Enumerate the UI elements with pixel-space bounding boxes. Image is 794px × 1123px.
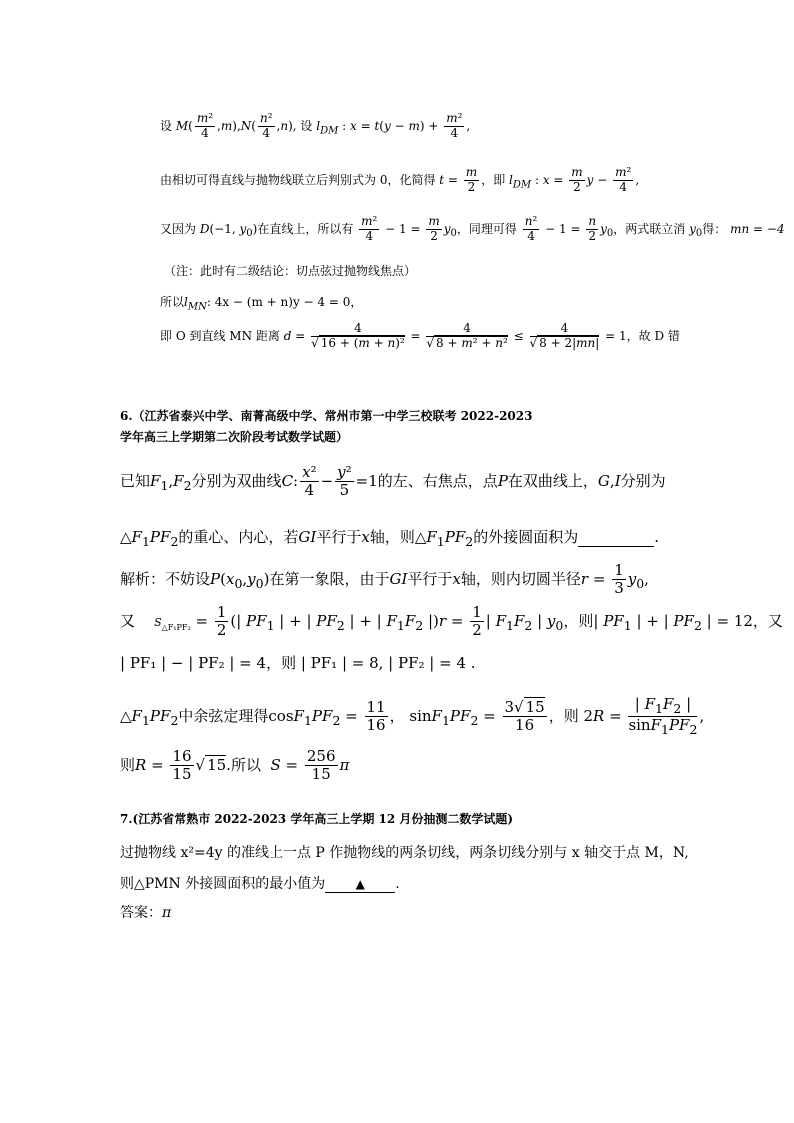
problem7-question-line2: 则△PMN 外接圆面积的最小值为 ▲ .	[120, 876, 400, 892]
text: 设	[160, 118, 173, 133]
line-distance: 即 O 到直线 MN 距离 d = $\frac{4}{\text{√ 16 + (m + n)²}}$ = $\frac{4}{\text{√ 8 + m² + n²}}$ ≤ $\frac{4}{√ 8 + 2|mn|}$ = 1，故 D 错	[160, 321, 680, 350]
line-tangent-condition: 由相切可得直线与抛物线联立后判别式为 0，化简得 t = $\frac{m}{2}$ ，即 $l_{DM}$ : x = $\frac{m}{2}$ y − $\frac{\text{m²}}{4}$ ,	[160, 165, 640, 194]
problem7-header: 7.(江苏省常熟市 2022-2023 学年高三上学期 12 月份抽测二数学试题)	[120, 812, 514, 826]
answer-blank	[578, 528, 654, 547]
problem7-question-line1: 过抛物线 x²=4y 的准线上一点 P 作抛物线的两条切线，两条切线分别与 x 轴交于点 M，N,	[120, 845, 689, 861]
line-set-mn: 设 M( $\frac{\text{m²}}{4}$ ,m),N( $\frac{\text{n²}}{4}$ ,n), 设 $l_{DM}$ : x = t(y − m) + $\frac{\text{m²}}{4}$ ,	[160, 111, 471, 140]
problem6-header-line2: 学年高三上学期第二次阶段考试数学试题）	[120, 430, 349, 444]
problem6-question-line2: $\triangle F_1PF_2$的重心、内心，若GI平行于x轴，则$\triangle F_1PF_2$的外接圆面积为 .	[120, 528, 660, 549]
problem6-solution-line2: 又 $S_{\triangle F_1PF_2}$ = $\frac{1}{2}$ (| $PF_1$ | + | $PF_2$ | + | $F_1F_2$ |)r = $\frac{1}{2}$ | $F_1F_2$ | $y_0$，则| $PF_1$ | + | $PF_2$ | = 12，又	[120, 603, 783, 640]
problem7-answer: 答案：π	[120, 905, 172, 921]
triangle-marker-icon: ▲	[355, 877, 365, 891]
line-mn-equation: 所以$l_{MN}$: 4x − (m + n)y − 4 = 0，	[160, 295, 363, 313]
line-substitute-d: 又因为 D(−1, $y_0$)在直线上，所以有 $\frac{\text{m²}}{4}$ − 1 = $\frac{m}{2}$ $y_0$，同理可得 $\frac{\text{n²}}{4}$ − 1 = $\frac{n}{2}$ $y_0$，两式联立消 $y_0$得： mn = −4	[160, 214, 785, 243]
problem6-question-line1: 已知$F_1,F_2$分别为双曲线C: $\frac{\text{x²}}{4}$ − $\frac{\text{y²}}{5}$ =1的左、右焦点，点P在双曲线上，G,I分别为	[120, 463, 666, 500]
problem6-header-line1: 6.（江苏省泰兴中学、南菁高级中学、常州市第一中学三校联考 2022-2023	[120, 409, 533, 423]
problem6-solution-line5: 则R = $\frac{16}{15}$ √ 15.所以 S = $\frac{256}{15}$ π	[120, 747, 350, 784]
problem6-solution-line4: $\triangle F_1PF_2$中余弦定理得$\cos F_1PF_2$ = $\frac{11}{16}$ ， $\sin F_1PF_2$ = $\frac{3√ 15}{16}$ ，则 2R = $\frac{| F_1F_2 |}{\sin F_1PF_2}$ ,	[120, 695, 705, 738]
problem6-solution-line3: | PF₁ | − | PF₂ | = 4，则 | PF₁ | = 8, | PF₂ | = 4 .	[120, 654, 476, 672]
answer-blank	[325, 876, 395, 893]
note-secondary-conclusion: （注：此时有二级结论：切点弦过抛物线焦点）	[164, 264, 417, 278]
problem6-solution-line1: 解析：不妨设$P(x_0,y_0)$在第一象限，由于GI平行于x轴，则内切圆半径r = $\frac{1}{3}$ $y_0$,	[120, 561, 649, 598]
